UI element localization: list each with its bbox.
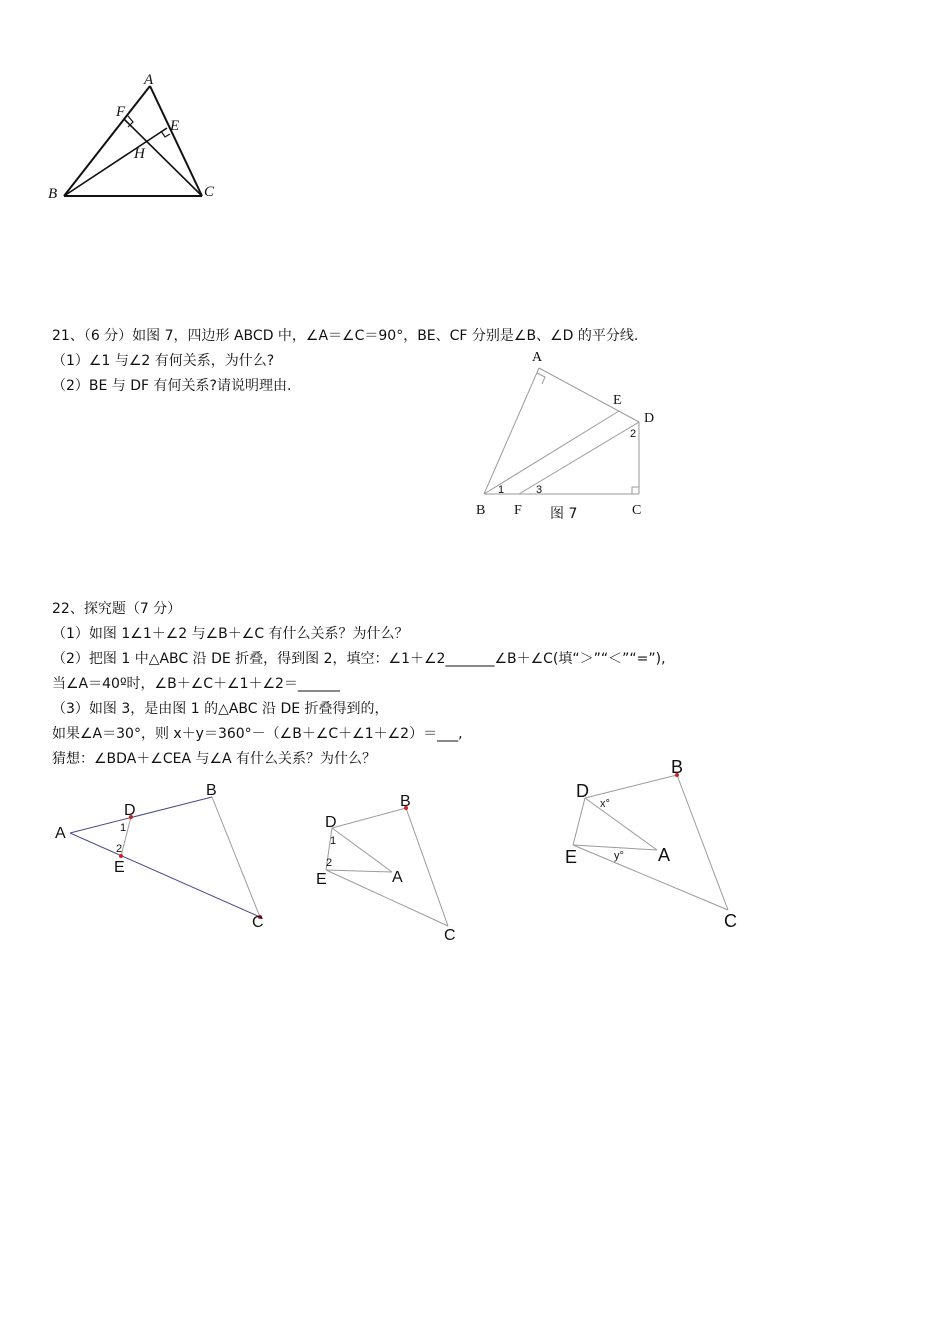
label-b: B — [400, 793, 411, 810]
label-d: D — [644, 411, 655, 426]
angle-label-1: 1 — [120, 822, 127, 834]
figure-triangle-orthocenter — [40, 70, 230, 210]
angle-label-1: 1 — [498, 484, 505, 496]
q22-line-5: （3）如图 3，是由图 1 的△ABC 沿 DE 折叠得到的， — [52, 701, 389, 717]
label-c: C — [632, 503, 642, 518]
q21-line-1: 21、（6 分）如图 7，四边形 ABCD 中，∠A＝∠C＝90°，BE、CF 分别是∠B、∠D 的平分线. — [52, 328, 639, 344]
label-a: A — [532, 350, 543, 365]
figure-1-triangle — [50, 775, 280, 935]
angle-label-2: 2 — [116, 843, 123, 855]
label-e: E — [114, 859, 125, 876]
label-f: F — [116, 104, 126, 120]
label-h: H — [134, 146, 145, 162]
label-a: A — [55, 825, 66, 842]
label-b: B — [48, 186, 58, 202]
label-c: C — [724, 911, 737, 931]
label-d: D — [576, 781, 589, 801]
label-e: E — [565, 847, 578, 867]
q22-line-1: 22、探究题（7 分） — [52, 601, 182, 617]
label-c: C — [444, 927, 456, 944]
label-b: B — [476, 503, 486, 518]
label-a: A — [144, 72, 154, 88]
figure-3-folded-angles — [560, 755, 760, 935]
q21-line-2: （1）∠1 与∠2 有何关系，为什么? — [52, 353, 275, 369]
q22-line-4: 当∠A＝40º时，∠B＋∠C＋∠1＋∠2＝______ — [52, 676, 340, 692]
q22-line-6: 如果∠A＝30°，则 x＋y＝360°－（∠B＋∠C＋∠1＋∠2）＝___, — [52, 726, 463, 742]
q22-line-2: （1）如图 1∠1＋∠2 与∠B＋∠C 有什么关系？为什么？ — [52, 626, 409, 642]
q21-line-3: （2）BE 与 DF 有何关系?请说明理由. — [52, 378, 292, 394]
figure-7-quadrilateral — [466, 344, 666, 529]
label-b: B — [671, 757, 684, 777]
angle-label-3: 3 — [536, 484, 543, 496]
label-b: B — [206, 782, 217, 799]
label-c: C — [204, 184, 215, 200]
q22-line-3: （2）把图 1 中△ABC 沿 DE 折叠，得到图 2，填空：∠1＋∠2_______∠B＋∠C(填“＞”“＜”“=”), — [52, 651, 666, 667]
label-a: A — [392, 869, 403, 886]
angle-label-y: y° — [614, 850, 624, 862]
angle-label-2: 2 — [326, 857, 333, 869]
angle-label-2: 2 — [630, 428, 637, 440]
q22-line-7: 猜想：∠BDA＋∠CEA 与∠A 有什么关系？为什么？ — [52, 751, 377, 767]
label-e: E — [613, 393, 622, 408]
label-d: D — [325, 814, 337, 831]
figure-2-folded — [310, 790, 480, 950]
label-e: E — [316, 871, 327, 888]
label-a: A — [658, 845, 671, 865]
label-d: D — [124, 802, 136, 819]
angle-label-1: 1 — [330, 835, 337, 847]
label-c: C — [252, 914, 264, 931]
angle-label-x: x° — [600, 798, 610, 810]
label-e: E — [170, 118, 180, 134]
label-f: F — [514, 503, 522, 518]
figure-caption: 图 7 — [550, 506, 578, 522]
